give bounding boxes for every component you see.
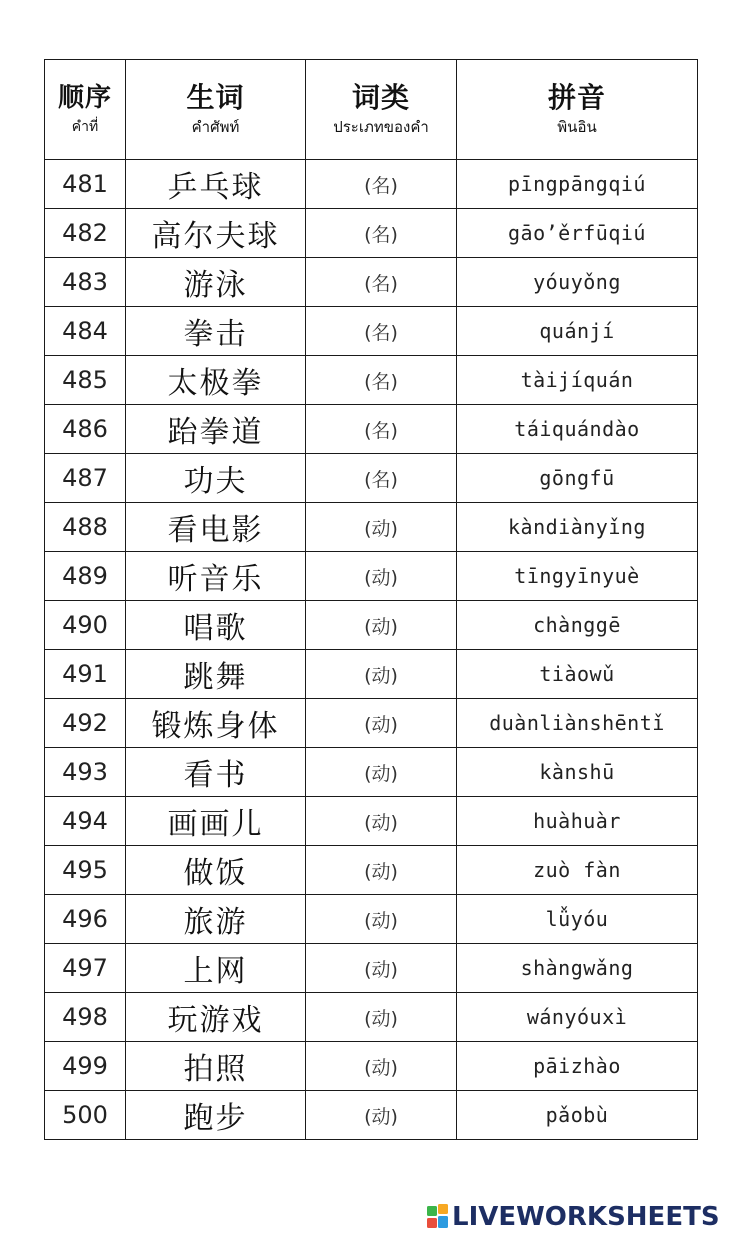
row-word: 跑步 bbox=[126, 1091, 306, 1140]
row-word: 拍照 bbox=[126, 1042, 306, 1091]
row-word: 跆拳道 bbox=[126, 405, 306, 454]
row-word: 看书 bbox=[126, 748, 306, 797]
row-number: 492 bbox=[45, 699, 126, 748]
row-pinyin: zuò fàn bbox=[457, 846, 698, 895]
row-word-type: (动) bbox=[306, 601, 457, 650]
table-header bbox=[45, 60, 698, 160]
header-pinyin bbox=[457, 60, 698, 160]
header-word-label: 生词 bbox=[186, 80, 245, 114]
row-word-type: (名) bbox=[306, 405, 457, 454]
table-row bbox=[45, 846, 698, 895]
row-number: 494 bbox=[45, 797, 126, 846]
header-number-sublabel: คำที่ bbox=[71, 118, 99, 135]
row-word: 拳击 bbox=[126, 307, 306, 356]
row-word: 跳舞 bbox=[126, 650, 306, 699]
row-word: 听音乐 bbox=[126, 552, 306, 601]
vocabulary-table bbox=[44, 59, 698, 1140]
row-word: 功夫 bbox=[126, 454, 306, 503]
row-word-type: (动) bbox=[306, 993, 457, 1042]
header-pinyin-sublabel: พินอิน bbox=[557, 117, 597, 136]
row-pinyin: duànliànshēntǐ bbox=[457, 699, 698, 748]
row-number: 481 bbox=[45, 160, 126, 209]
row-word-type: (名) bbox=[306, 307, 457, 356]
row-number: 490 bbox=[45, 601, 126, 650]
row-number: 484 bbox=[45, 307, 126, 356]
table-body bbox=[45, 160, 698, 1140]
table-row bbox=[45, 209, 698, 258]
row-word: 画画儿 bbox=[126, 797, 306, 846]
row-word: 做饭 bbox=[126, 846, 306, 895]
row-pinyin: yóuyǒng bbox=[457, 258, 698, 307]
row-number: 493 bbox=[45, 748, 126, 797]
row-pinyin: kànshū bbox=[457, 748, 698, 797]
row-word-type: (名) bbox=[306, 209, 457, 258]
table-row bbox=[45, 454, 698, 503]
row-word-type: (动) bbox=[306, 552, 457, 601]
row-pinyin: tàijíquán bbox=[457, 356, 698, 405]
header-row bbox=[45, 60, 698, 160]
row-pinyin: pāizhào bbox=[457, 1042, 698, 1091]
row-pinyin: wányóuxì bbox=[457, 993, 698, 1042]
row-number: 491 bbox=[45, 650, 126, 699]
row-word: 锻炼身体 bbox=[126, 699, 306, 748]
table-row bbox=[45, 699, 698, 748]
row-pinyin: gōngfū bbox=[457, 454, 698, 503]
row-word: 游泳 bbox=[126, 258, 306, 307]
row-word-type: (名) bbox=[306, 258, 457, 307]
table-row bbox=[45, 797, 698, 846]
table-row bbox=[45, 895, 698, 944]
table-row bbox=[45, 258, 698, 307]
liveworksheets-brand[interactable] bbox=[427, 1200, 720, 1234]
row-word: 看电影 bbox=[126, 503, 306, 552]
row-pinyin: táiquándào bbox=[457, 405, 698, 454]
row-word-type: (动) bbox=[306, 699, 457, 748]
row-number: 482 bbox=[45, 209, 126, 258]
header-number-label: 顺序 bbox=[57, 82, 112, 113]
row-number: 487 bbox=[45, 454, 126, 503]
row-pinyin: chànggē bbox=[457, 601, 698, 650]
row-number: 497 bbox=[45, 944, 126, 993]
header-pinyin-label: 拼音 bbox=[547, 80, 606, 114]
logo-block-blue bbox=[438, 1216, 448, 1228]
table-row bbox=[45, 552, 698, 601]
table-row bbox=[45, 405, 698, 454]
header-word-sublabel: คำศัพท์ bbox=[191, 117, 240, 136]
row-word: 唱歌 bbox=[126, 601, 306, 650]
table-row bbox=[45, 356, 698, 405]
logo-block-red bbox=[427, 1218, 437, 1228]
header-type-sublabel: ประเภทของคำ bbox=[333, 117, 429, 136]
row-number: 499 bbox=[45, 1042, 126, 1091]
row-number: 483 bbox=[45, 258, 126, 307]
row-word: 太极拳 bbox=[126, 356, 306, 405]
row-word-type: (名) bbox=[306, 356, 457, 405]
row-word-type: (动) bbox=[306, 846, 457, 895]
row-word: 高尔夫球 bbox=[126, 209, 306, 258]
header-number bbox=[45, 60, 126, 160]
table-row bbox=[45, 748, 698, 797]
header-type-label: 词类 bbox=[351, 80, 410, 114]
logo-block-orange bbox=[438, 1204, 448, 1214]
row-word: 乒乓球 bbox=[126, 160, 306, 209]
table-row bbox=[45, 601, 698, 650]
row-word-type: (名) bbox=[306, 454, 457, 503]
row-word-type: (动) bbox=[306, 895, 457, 944]
liveworksheets-blocks-icon bbox=[427, 1204, 449, 1230]
header-type bbox=[306, 60, 457, 160]
table-row bbox=[45, 944, 698, 993]
table-row bbox=[45, 1042, 698, 1091]
row-word: 玩游戏 bbox=[126, 993, 306, 1042]
brand-name: LIVEWORKSHEETS bbox=[452, 1202, 720, 1232]
table-row bbox=[45, 993, 698, 1042]
row-word-type: (动) bbox=[306, 650, 457, 699]
row-word-type: (动) bbox=[306, 944, 457, 993]
row-pinyin: pǎobù bbox=[457, 1091, 698, 1140]
row-pinyin: quánjí bbox=[457, 307, 698, 356]
row-word-type: (动) bbox=[306, 503, 457, 552]
row-pinyin: tīngyīnyuè bbox=[457, 552, 698, 601]
row-number: 498 bbox=[45, 993, 126, 1042]
table-row bbox=[45, 307, 698, 356]
row-number: 486 bbox=[45, 405, 126, 454]
row-pinyin: shàngwǎng bbox=[457, 944, 698, 993]
table-row bbox=[45, 503, 698, 552]
header-word bbox=[126, 60, 306, 160]
row-number: 495 bbox=[45, 846, 126, 895]
row-word-type: (动) bbox=[306, 1042, 457, 1091]
row-pinyin: gāo’ěrfūqiú bbox=[457, 209, 698, 258]
row-number: 489 bbox=[45, 552, 126, 601]
row-word: 上网 bbox=[126, 944, 306, 993]
row-pinyin: tiàowǔ bbox=[457, 650, 698, 699]
row-word-type: (动) bbox=[306, 1091, 457, 1140]
row-number: 485 bbox=[45, 356, 126, 405]
row-pinyin: kàndiànyǐng bbox=[457, 503, 698, 552]
row-pinyin: lǚyóu bbox=[457, 895, 698, 944]
row-word-type: (名) bbox=[306, 160, 457, 209]
row-word-type: (动) bbox=[306, 748, 457, 797]
row-number: 500 bbox=[45, 1091, 126, 1140]
table-row bbox=[45, 650, 698, 699]
row-pinyin: huàhuàr bbox=[457, 797, 698, 846]
row-pinyin: pīngpāngqiú bbox=[457, 160, 698, 209]
table-row bbox=[45, 1091, 698, 1140]
row-number: 496 bbox=[45, 895, 126, 944]
row-word: 旅游 bbox=[126, 895, 306, 944]
table-row bbox=[45, 160, 698, 209]
row-word-type: (动) bbox=[306, 797, 457, 846]
logo-block-green bbox=[427, 1206, 437, 1216]
row-number: 488 bbox=[45, 503, 126, 552]
